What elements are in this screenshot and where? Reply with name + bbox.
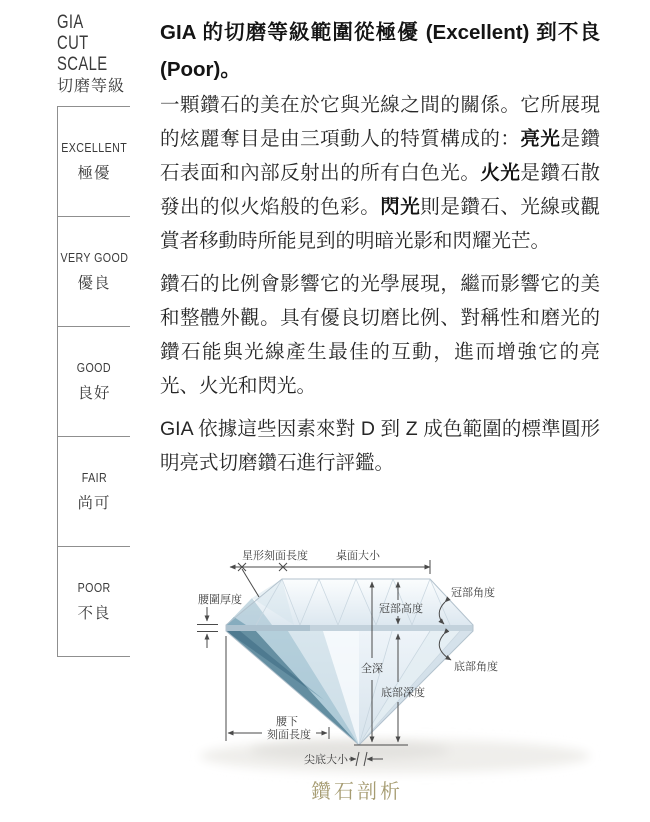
text-segment: 則是鑽石、光線或觀賞者移動時所能見到的明暗光影和閃耀光芒。 bbox=[160, 196, 600, 252]
emphasized-term: 亮光 bbox=[520, 128, 561, 150]
label-pavilion-depth: 底部深度 bbox=[381, 687, 425, 699]
cut-scale-bar bbox=[57, 106, 130, 657]
paragraph-brightness-fire-scintillation bbox=[160, 88, 600, 258]
label-culet-size: 尖底大小 bbox=[304, 754, 348, 766]
grade-cell-good bbox=[58, 326, 130, 436]
text-segment: 是鑽石表面和內部反射出的所有白色光。 bbox=[160, 128, 600, 184]
grade-label-zh: 極優 bbox=[77, 165, 111, 182]
grade-label-zh: 良好 bbox=[77, 385, 111, 402]
diamond-anatomy-diagram bbox=[160, 540, 650, 822]
label-lower-girdle-line1: 腰下 bbox=[276, 716, 298, 728]
grade-cell-very-good bbox=[58, 216, 130, 326]
cut-scale-title-line-zh: 切磨等級 bbox=[57, 78, 126, 95]
grade-label-en: EXCELLENT bbox=[61, 140, 127, 155]
article-heading: GIA 的切磨等級範圍從極優 (Excellent) 到不良 (Poor)。 bbox=[160, 21, 600, 81]
cut-scale-title-line: CUT bbox=[57, 33, 89, 54]
grade-label-zh: 不良 bbox=[77, 605, 111, 622]
diagram-caption: 鑽石剖析 bbox=[311, 781, 403, 803]
label-total-depth: 全深 bbox=[361, 663, 383, 675]
grade-label-zh: 優良 bbox=[77, 275, 111, 292]
diamond-illustration bbox=[226, 579, 473, 745]
diamond-shadow bbox=[200, 739, 590, 773]
grade-cell-poor bbox=[58, 546, 130, 656]
label-girdle-thickness: 腰圍厚度 bbox=[198, 594, 242, 606]
cut-scale-title bbox=[57, 12, 125, 98]
article bbox=[160, 0, 600, 489]
label-star-facet-length: 星形刻面長度 bbox=[242, 550, 308, 562]
grade-cell-excellent bbox=[58, 106, 130, 216]
label-table-size: 桌面大小 bbox=[336, 550, 380, 562]
cut-scale-title-line: GIA bbox=[57, 12, 84, 33]
paragraph-proportions: 鑽石的比例會影響它的光學展現，繼而影響它的美和整體外觀。具有優良切磨比例、對稱性和磨光的鑽石能與光線產生最佳的互動，進而增強它的亮光、火光和閃光。 bbox=[160, 273, 600, 397]
grade-label-en: POOR bbox=[77, 580, 111, 595]
grade-label-en: GOOD bbox=[76, 360, 112, 375]
label-pavilion-angle: 底部角度 bbox=[454, 661, 498, 673]
emphasized-term: 閃光 bbox=[380, 196, 421, 218]
grade-label-en: FAIR bbox=[81, 470, 107, 485]
text-segment: 一顆鑽石的美在於它與光線之間的關係。它所展現的炫麗奪目是由三項動人的特質構成的： bbox=[160, 94, 600, 150]
label-crown-angle: 冠部角度 bbox=[451, 587, 495, 599]
cut-scale-title-line: SCALE bbox=[57, 54, 108, 75]
emphasized-term: 火光 bbox=[480, 162, 521, 184]
text-segment: 是鑽石散發出的似火焰般的色彩。 bbox=[160, 162, 600, 218]
label-lower-girdle-line2: 刻面長度 bbox=[267, 729, 311, 741]
label-crown-height: 冠部高度 bbox=[379, 603, 423, 615]
paragraph-grading-basis: GIA 依據這些因素來對 D 到 Z 成色範圍的標準圓形明亮式切磨鑽石進行評鑑。 bbox=[160, 418, 600, 474]
grade-cell-fair bbox=[58, 436, 130, 546]
grade-label-zh: 尚可 bbox=[77, 495, 111, 512]
diamond-anatomy-svg bbox=[160, 540, 650, 822]
grade-label-en: VERY GOOD bbox=[60, 250, 128, 265]
